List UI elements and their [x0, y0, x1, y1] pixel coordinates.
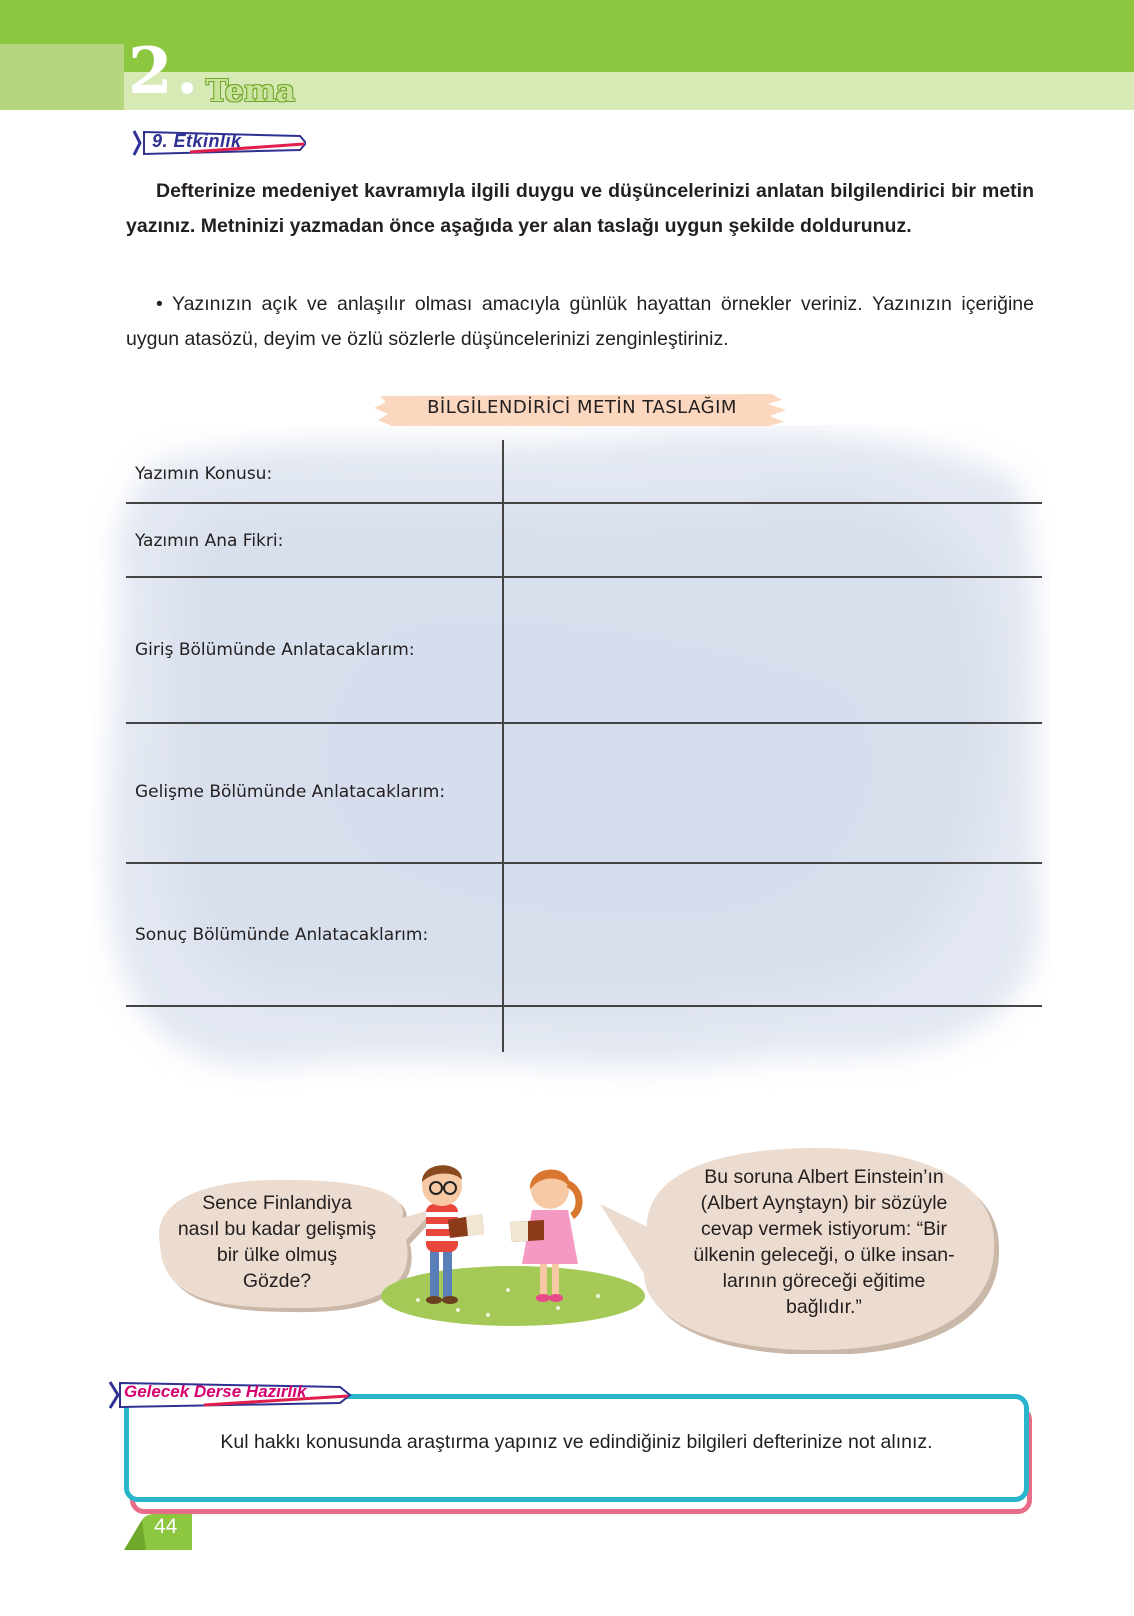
preparation-label: Gelecek Derse Hazırlık — [124, 1382, 307, 1401]
theme-number-tab — [0, 44, 124, 110]
activity-instruction: Defterinize medeniyet kavramıyla ilgili duygu ve düşüncelerinizi anlatan bilgilendirici bir metin yazınız. Metninizi yazmadan önce aşağıda yer alan taslağı uygun şekilde doldurunuz. — [126, 180, 1034, 237]
activity-bullet: • Yazınızın açık ve anlaşılır olması amacıyla günlük hayattan örnekler veriniz. Yazınızın içeriğine uygun atasözü, deyim ve özlü sözlerle düşüncelerinizi zenginleştiriniz. — [126, 293, 1034, 350]
row-label-topic: Yazımın Konusu: — [135, 464, 273, 484]
preparation-text: Kul hakkı konusunda araştırma yapınız ve edindiğiniz bilgileri defterinize not alınız. — [220, 1431, 933, 1453]
girl-line: ülkenin geleceği, o ülke insan- — [693, 1244, 955, 1266]
boy-line: Gözde? — [242, 1270, 312, 1292]
page-number: 44 — [154, 1515, 178, 1538]
theme-number: 2 — [128, 34, 173, 109]
boy-line: nasıl bu kadar gelişmiş — [177, 1218, 377, 1240]
girl-line: Bu soruna Albert Einstein’ın — [704, 1166, 944, 1188]
girl-line: (Albert Aynştayn) bir sözüyle — [700, 1192, 948, 1214]
table-rule — [126, 722, 1042, 724]
girl-speech-text — [654, 1164, 994, 1320]
draft-title: BİLGİLENDİRİCİ METİN TASLAĞIM — [427, 397, 737, 418]
theme-dot: . — [176, 34, 199, 109]
theme-word: Tema — [206, 74, 296, 109]
table-divider-vertical — [502, 440, 504, 1052]
children-reading-illustration — [378, 1150, 648, 1330]
table-rule — [126, 576, 1042, 578]
row-label-introduction: Giriş Bölümünde Anlatacaklarım: — [135, 640, 415, 660]
table-rule — [126, 862, 1042, 864]
girl-line: bağlıdır.” — [786, 1296, 862, 1318]
grass-patch-icon — [381, 1266, 645, 1326]
activity-label: 9. Etkinlik — [152, 131, 242, 151]
boy-line: Sence Finlandiya — [202, 1192, 352, 1214]
watercolor-background — [90, 425, 1050, 1090]
boy-line: bir ülke olmuş — [216, 1244, 338, 1266]
girl-line: larının göreceği eğitime — [722, 1270, 926, 1292]
table-rule — [126, 1005, 1042, 1007]
girl-line: cevap vermek istiyorum: “Bir — [701, 1218, 947, 1240]
row-label-conclusion: Sonuç Bölümünde Anlatacaklarım: — [135, 925, 429, 945]
boy-speech-text — [150, 1190, 404, 1294]
row-label-development: Gelişme Bölümünde Anlatacaklarım: — [135, 782, 446, 802]
row-label-main-idea: Yazımın Ana Fikri: — [135, 531, 284, 551]
table-rule — [126, 502, 1042, 504]
